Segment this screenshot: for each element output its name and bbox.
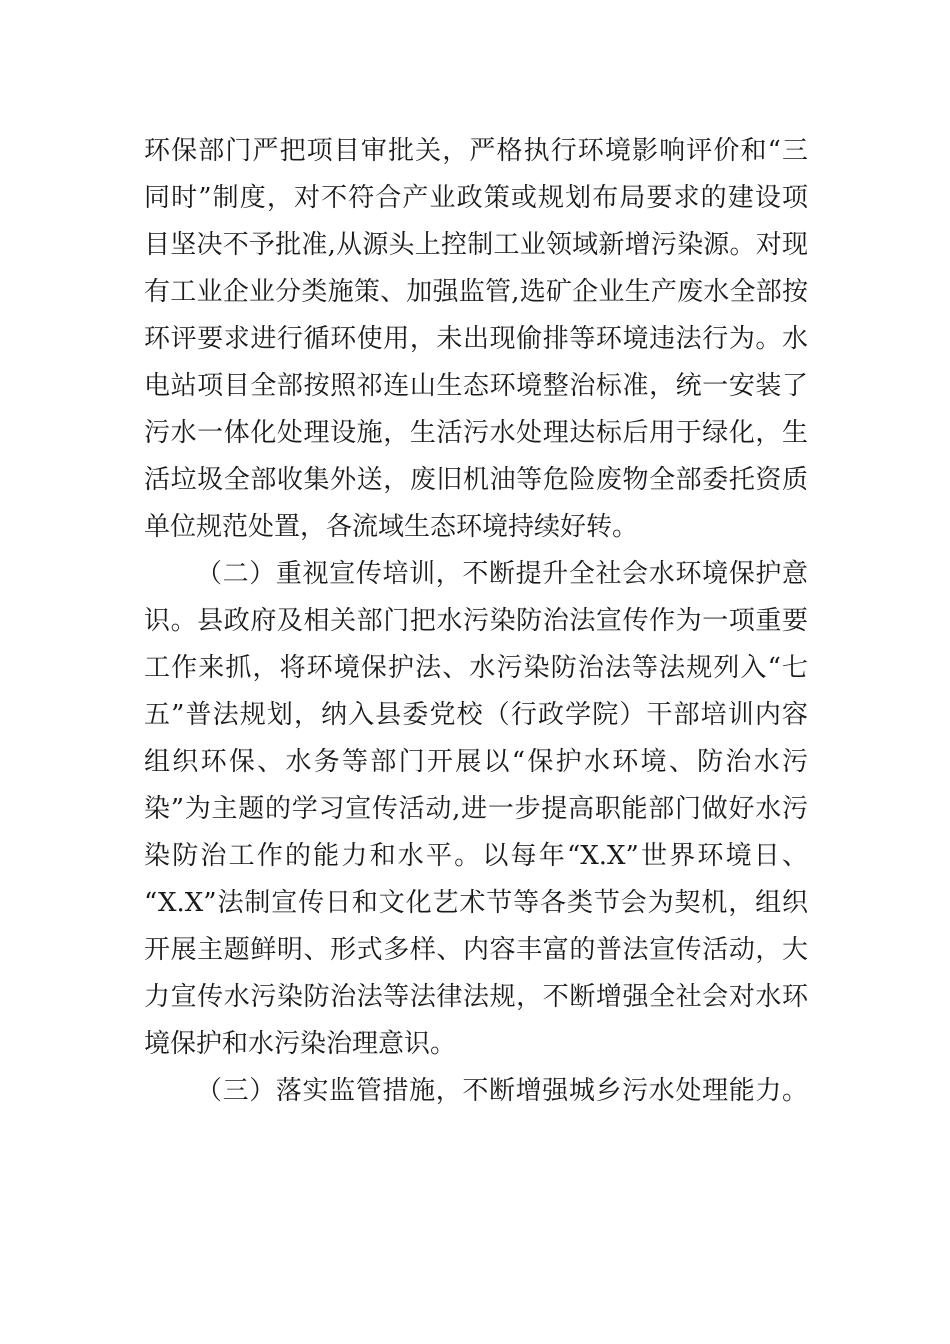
text-line-14: 组织环保、水务等部门开展以“保护水环境、防治水污 (144, 747, 808, 777)
text-line-18: 开展主题鲜明、形式多样、内容丰富的普法宣传活动，大 (144, 935, 808, 965)
text-line-11: 识。县政府及相关部门把水污染防治法宣传作为一项重要 (144, 606, 808, 636)
text-line-7: 污水一体化处理设施，生活污水处理达标后用于绿化，生 (144, 418, 808, 448)
text-line-19: 力宣传水污染防治法等法律法规，不断增强全社会对水环 (144, 982, 808, 1012)
text-line-17: “X.X”法制宣传日和文化艺术节等各类节会为契机，组织 (144, 888, 808, 918)
text-line-6: 电站项目全部按照祁连山生态环境整治标准，统一安装了 (144, 371, 808, 401)
text-line-2: 同时”制度，对不符合产业政策或规划布局要求的建设项 (144, 183, 808, 213)
text-line-15: 染”为主题的学习宣传活动,进一步提高职能部门做好水污 (144, 794, 808, 824)
text-line-9: 单位规范处置，各流域生态环境持续好转。 (144, 512, 639, 542)
text-line-16: 染防治工作的能力和水平。以每年“X.X”世界环境日、 (144, 841, 808, 871)
text-line-3: 目坚决不予批准,从源头上控制工业领域新增污染源。对现 (144, 230, 808, 260)
text-line-12: 工作来抓，将环境保护法、水污染防治法等法规列入“七 (144, 653, 808, 683)
text-line-4: 有工业企业分类施策、加强监管,选矿企业生产废水全部按 (144, 277, 808, 307)
section-heading-2: （二）重视宣传培训，不断提升全社会水环境保护意 (196, 559, 808, 589)
text-line-1: 环保部门严把项目审批关，严格执行环境影响评价和“三 (144, 136, 808, 166)
text-line-8: 活垃圾全部收集外送，废旧机油等危险废物全部委托资质 (144, 465, 808, 495)
text-line-20: 境保护和水污染治理意识。 (144, 1029, 457, 1059)
text-line-5: 环评要求进行循环使用，未出现偷排等环境违法行为。水 (144, 324, 808, 354)
text-line-13: 五”普法规划，纳入县委党校（行政学院）干部培训内容 (144, 700, 808, 730)
section-heading-3: （三）落实监管措施，不断增强城乡污水处理能力。 (196, 1076, 808, 1106)
